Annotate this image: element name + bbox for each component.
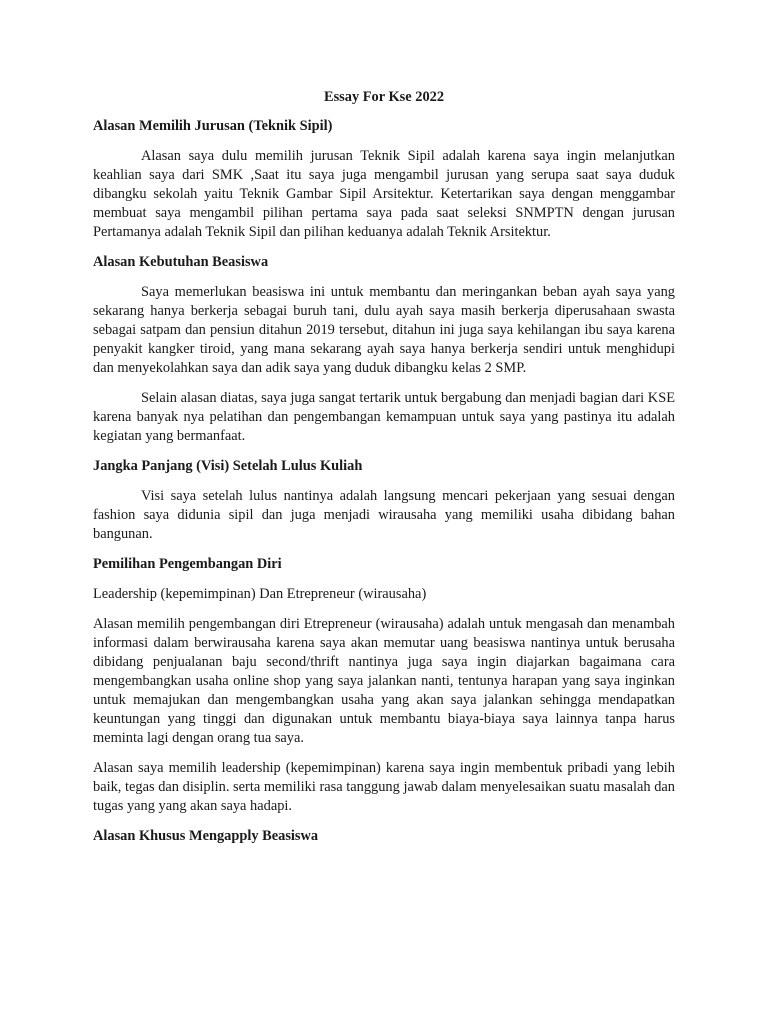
- section-heading-pengembangan-diri: Pemilihan Pengembangan Diri: [93, 556, 282, 572]
- paragraph-visi: Visi saya setelah lulus nantinya adalah langsung mencari pekerjaan yang sesuai dengan fashion saya didunia sipil dan juga menjadi wirausaha yang memiliki usaha dibidang bahan bangunan.: [93, 488, 675, 542]
- subheading-leadership-entrepreneur: Leadership (kepemimpinan) Dan Etrepreneur (wirausaha): [93, 586, 427, 602]
- section-heading-kebutuhan-beasiswa: Alasan Kebutuhan Beasiswa: [93, 254, 269, 270]
- paragraph-kebutuhan-beasiswa-2: Selain alasan diatas, saya juga sangat tertarik untuk bergabung dan menjadi bagian dari KSE karena banyak nya pelatihan dan pengembangan kemampuan untuk saya yang pastinya itu adalah kegiatan yang bermanfaat.: [93, 390, 675, 444]
- paragraph-jurusan: Alasan saya dulu memilih jurusan Teknik Sipil adalah karena saya ingin melanjutkan keahlian saya dari SMK ,Saat itu saya juga mengambil jurusan yang serupa saat saya duduk dibangku sekolah yaitu Teknik Gambar Sipil Arsitektur. Ketertarikan saya dengan menggambar membuat saya mengambil pilihan pertama saya pada saat seleksi SNMPTN dengan jurusan Pertamanya adalah Teknik Sipil dan pilihan keduanya adalah Teknik Arsitektur.: [93, 148, 675, 240]
- paragraph-kebutuhan-beasiswa-1: Saya memerlukan beasiswa ini untuk membantu dan meringankan beban ayah saya yang sekarang hanya berkerja sebagai buruh tani, dulu ayah saya masih berkerja diperusahaan swasta sebagai satpam dan pensiun ditahun 2019 tersebut, ditahun ini juga saya kehilangan ibu saya karena penyakit kangker tiroid, yang mana sekarang ayah saya hanya berkerja sendiri untuk menghidupi dan menyekolahkan saya dan adik saya yang duduk dibangku kelas 2 SMP.: [93, 284, 675, 376]
- paragraph-entrepreneur: Alasan memilih pengembangan diri Etrepreneur (wirausaha) adalah untuk mengasah dan menambah informasi dalam berwirausaha karena saya akan memutar uang beasiswa nantinya untuk berusaha dibidang penjualanan baju second/thrift nantinya juga saya ingin diajarkan bagaimana cara mengembangkan usaha online shop yang saya jalankan nanti, tentunya harapan yang saya inginkan untuk memajukan dan mengembangkan usaha yang akan saya jalankan sehingga mendapatkan keuntungan yang tinggi dan digunakan untuk membantu biaya-biaya saya lainnya tanpa harus meminta lagi dengan orang tua saya.: [93, 616, 675, 746]
- document-title: Essay For Kse 2022: [323, 89, 445, 105]
- section-heading-visi: Jangka Panjang (Visi) Setelah Lulus Kuliah: [93, 458, 363, 474]
- paragraph-leadership: Alasan saya memilih leadership (kepemimpinan) karena saya ingin membentuk pribadi yang lebih baik, tegas dan disiplin. serta memiliki rasa tanggung jawab dalam menyelesaikan suatu masalah dan tugas yang yang akan saya hadapi.: [93, 760, 675, 814]
- section-heading-alasan-khusus: Alasan Khusus Mengapply Beasiswa: [93, 828, 319, 844]
- section-heading-jurusan: Alasan Memilih Jurusan (Teknik Sipil): [93, 118, 333, 134]
- document-page: [93, 88, 675, 857]
